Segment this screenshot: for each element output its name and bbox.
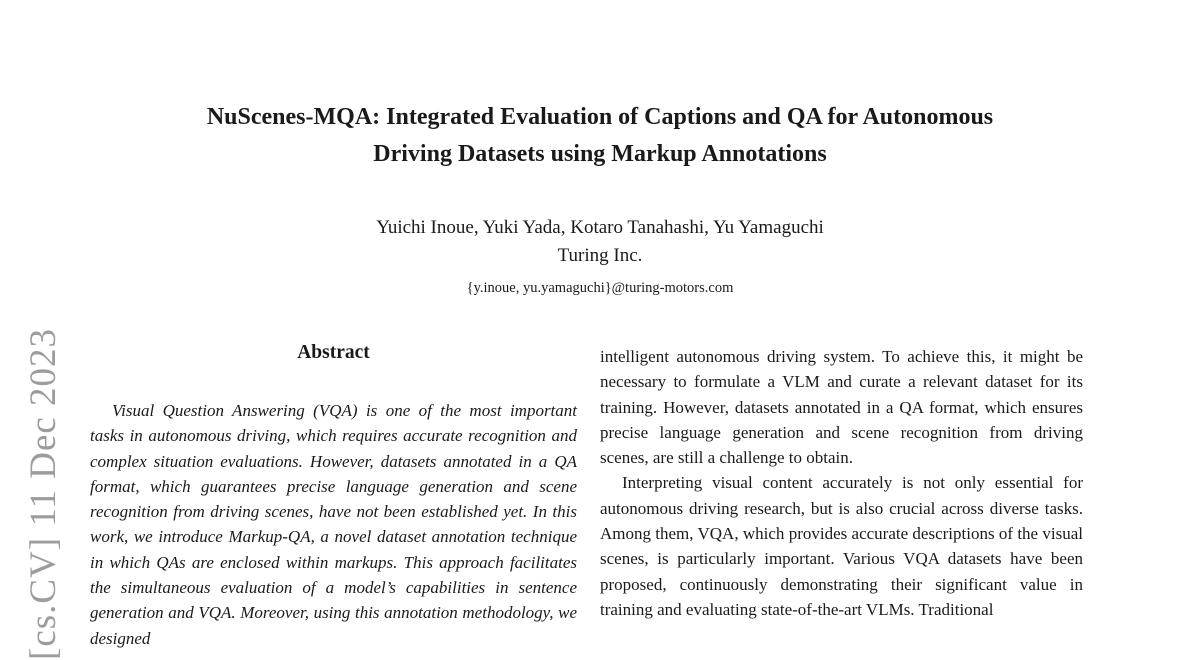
paper-title-line1: NuScenes-MQA: Integrated Evaluation of Captions and QA for Autonomous (206, 104, 994, 130)
authors-line: Yuichi Inoue, Yuki Yada, Kotaro Tanahashi, Yu Yamaguchi (376, 217, 824, 238)
left-column (90, 341, 577, 651)
author-block (0, 214, 1200, 299)
body-paragraph-1: intelligent autonomous driving system. To achieve this, it might be necessary to formulate a VLM and curate a relevant dataset for its training. However, datasets annotated in a QA format, which ensures precise language generation and scene recognition from driving scenes, are still a challenge to obtain. (600, 347, 1083, 468)
affiliation-line: Turing Inc. (557, 245, 643, 266)
abstract-heading: Abstract (297, 342, 370, 363)
right-column (600, 344, 1083, 622)
arxiv-watermark: [cs.CV] 11 Dec 2023 (23, 327, 64, 660)
abstract-paragraph: Visual Question Answering (VQA) is one of the most important tasks in autonomous driving, which requires accurate recognition and complex situation evaluations. However, datasets annotated in a QA format, which guarantees precise language generation and scene recognition from driving scenes, have not been established yet. In this work, we introduce Markup-QA, a novel dataset annotation technique in which QAs are enclosed within markups. This approach facilitates the simultaneous evaluation of a model’s capabilities in sentence generation and VQA. Moreover, using this annotation methodology, we designed (90, 401, 577, 648)
paper-title-line2: Driving Datasets using Markup Annotations (373, 141, 827, 167)
body-paragraph-2: Interpreting visual content accurately is not only essential for autonomous driving research, but is also crucial across diverse tasks. Among them, VQA, which provides accurate descriptions of the visual scenes, is particularly important. Various VQA datasets have been proposed, continuously demonstrating their significant value in training and evaluating state-of-the-art VLMs. Traditional (600, 473, 1083, 619)
paper-title (0, 99, 1200, 173)
contact-email: {y.inoue, yu.yamaguchi}@turing-motors.com (466, 280, 734, 296)
